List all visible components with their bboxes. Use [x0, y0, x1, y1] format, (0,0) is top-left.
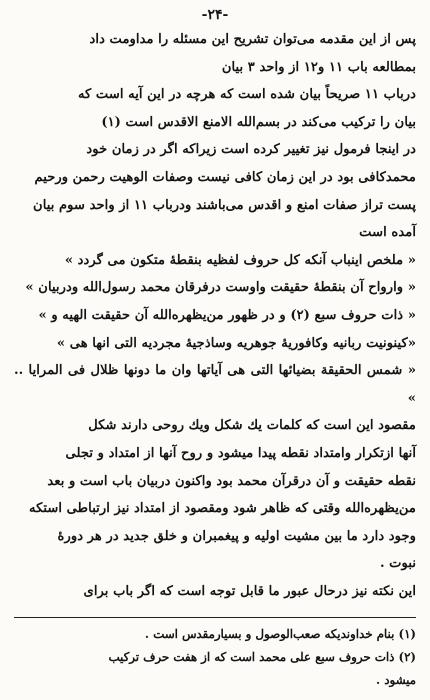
body-line: نبوت . — [379, 556, 416, 572]
body-line: در اینجا فرمول نیز تغییر کرده است زیراکه اگر در زمان خود — [86, 142, 416, 158]
body-line: پس از این مقدمه می‌توان تشریح این مسئله را مداومت داد — [89, 32, 416, 47]
body-line: پست تراز صفات امنع و اقدس می‌باشند ودرباب ۱۱ از واحد سوم بیان — [33, 197, 416, 213]
quote-line: « شمس الحقیقة بضیائها التی هی آیاتها وان ما دونها ظلال فی المرایا .. » — [14, 363, 416, 406]
body-line: وجود دارد ما بین مشیت اولیه و پیغمبران و خلق جدید در هر دورهٔ — [57, 528, 416, 544]
body-line: بیان را ترکیب می‌کند در بسم‌الله الامنع الاقدس است (۱) — [101, 114, 416, 130]
footnote-line: (۲) ذات حروف سبع علی محمد است که از هفت حرف ترکیب — [108, 650, 416, 664]
body-line: محمدکافی بود در این زمان کافی نیست وصفات الوهیت رحمن ورحیم — [34, 169, 416, 185]
footnotes — [14, 623, 416, 692]
quote-line: « ذات حروف سبع (۲) و در ظهور من‌یظهره‌الله آن حقیقت الهیه و » — [38, 307, 416, 323]
page-number: -۲۴- — [201, 7, 229, 23]
body-line: بمطالعه باب ۱۱ و۱۲ از واحد ۳ بیان — [221, 59, 416, 75]
quote-line: «کینونیت ربانیه وکافوریهٔ جوهریه وساذجیهٔ مجردیه التی انها هی » — [56, 335, 416, 351]
quote-line: « وارواح آن بنقطهٔ حقیقت واوست درفرقان محمد رسول‌الله ودربیان » — [25, 280, 416, 296]
quote-line: « ملخص اینباب آنکه کل حروف لفظیه بنقطهٔ متکون می گردد » — [64, 252, 416, 268]
body-line: نقطه حقیقت و آن درقرآن محمد بود واکنون دربیان باب است و بعد — [47, 473, 416, 489]
body-line: این نکته نیز درحال عبور ما قابل توجه است که اگر باب برای — [83, 583, 416, 599]
footnote-line: (۱) بنام خداوندیکه صعب‌الوصول و بسیارمقدس است . — [144, 627, 416, 641]
body-text — [14, 26, 416, 605]
footnote-divider — [14, 617, 416, 618]
footnote-line: میشود . — [376, 673, 416, 687]
body-line: آنها ازتکرار وامتداد نقطه پیدا میشود و روح آنها از امتداد و تجلی — [65, 445, 416, 461]
body-line: من‌یظهره‌الله وقتی که ظاهر شود ومقصود از امتداد نیز ارتباطی استکه — [29, 501, 416, 517]
body-line: درباب ۱۱ صریحاً بیان شده است که هرچه در این آیه است که — [77, 87, 416, 103]
body-line: مقصود این است که کلمات یك شكل ویك روحی دارند شكل — [88, 418, 416, 434]
body-line: آمده است — [359, 225, 416, 241]
